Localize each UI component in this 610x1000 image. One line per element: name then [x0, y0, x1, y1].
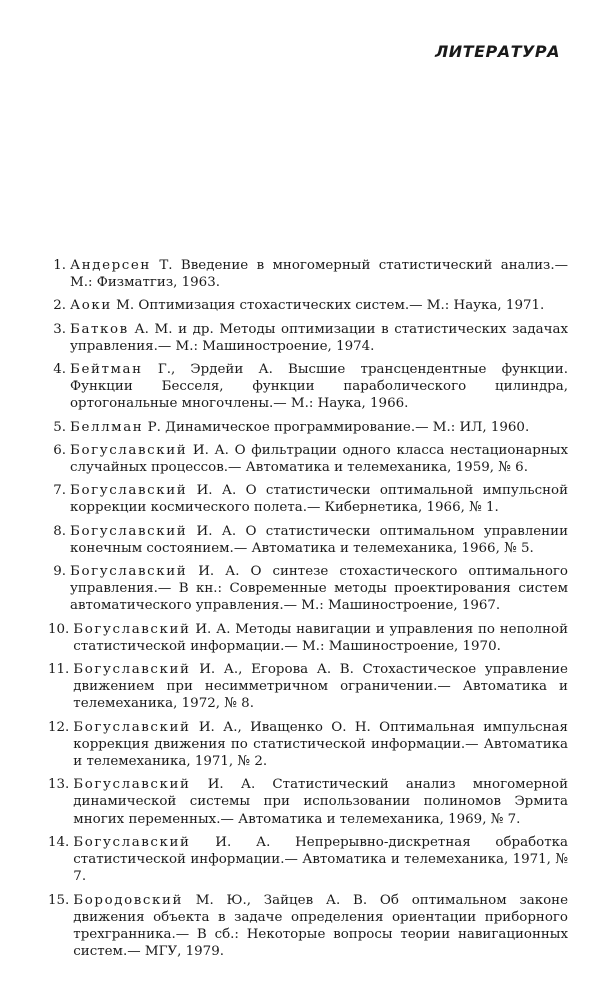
reference-item: [48, 523, 568, 557]
page-title: ЛИТЕРАТУРА: [435, 42, 560, 61]
reference-number: 8.: [53, 523, 66, 539]
reference-number: 10.: [48, 621, 70, 637]
reference-item: [48, 892, 568, 961]
reference-body: [70, 361, 568, 413]
reference-item: [48, 661, 568, 713]
reference-text: Г., Эрдейи А. Высшие трансцендентные функции. Функции Бесселя, функции параболического цилиндра, ортогональные многочлены.— М.: Наука, 1966.: [70, 362, 568, 412]
reference-text: И. А. Методы навигации и управления по неполной статистической информации.— М.: Машиностроение, 1970.: [73, 621, 568, 654]
reference-body: [73, 834, 568, 886]
reference-body: [73, 776, 568, 828]
reference-author: Богуславский: [73, 777, 191, 793]
reference-number: 9.: [53, 564, 66, 580]
reference-number: 4.: [53, 362, 66, 378]
reference-body: [73, 621, 568, 655]
reference-text: И. А., Иващенко О. Н. Оптимальная импульсная коррекция движения по статистической информации.— Автоматика и телемеханика, 1971, № 2.: [73, 719, 568, 770]
reference-text: Т. Введение в многомерный статистический анализ.— М.: Физматгиз, 1963.: [70, 258, 568, 291]
reference-item: [48, 621, 568, 655]
reference-body: [70, 482, 568, 516]
reference-number: 7.: [53, 483, 66, 499]
reference-item: [48, 257, 568, 291]
reference-item: [48, 321, 568, 355]
reference-author: Богуславский: [73, 834, 191, 850]
reference-number: 6.: [53, 442, 66, 458]
reference-text: И. А. О статистически оптимальном управлении конечным состоянием.— Автоматика и телемеханика, 1966, № 5.: [70, 523, 568, 556]
reference-number: 1.: [53, 258, 66, 273]
reference-text: И. А. О фильтрации одного класса нестационарных случайных процессов.— Автоматика и телемеханика, 1959, № 6.: [70, 442, 568, 476]
reference-body: [70, 523, 568, 557]
reference-text: И. А. О статистически оптимальной импульсной коррекции космического полета.— Кибернетика, 1966, № 1.: [70, 483, 568, 516]
reference-author: Богуславский: [73, 621, 191, 637]
reference-text: И. А. Статистический анализ многомерной динамической системы при использовании полиномов Эрмита многих переменных.— Автоматика и телемеханика, 1969, № 7.: [73, 777, 568, 827]
reference-number: 11.: [48, 662, 70, 678]
reference-author: Богуславский: [70, 442, 188, 458]
reference-body: [70, 297, 568, 314]
reference-author: Богуславский: [73, 662, 191, 678]
reference-body: [70, 419, 568, 436]
reference-item: [48, 442, 568, 476]
reference-item: [48, 482, 568, 516]
reference-body: [70, 257, 568, 291]
reference-text: Р. Динамическое программирование.— М.: ИЛ, 1960.: [143, 419, 530, 435]
reference-author: Богуславский: [70, 483, 188, 499]
reference-body: [70, 563, 568, 615]
reference-author: Бородовский: [73, 892, 183, 908]
reference-body: [73, 719, 568, 771]
reference-author: Батков: [70, 321, 129, 337]
reference-item: [48, 419, 568, 436]
reference-number: 15.: [48, 892, 70, 908]
reference-author: Бейтман: [70, 362, 143, 378]
reference-text: И. А. О синтезе стохастического оптимального управления.— В кн.: Современные методы проектирования систем автоматического управления.— М.: Машиностроение, 1967.: [70, 564, 568, 614]
reference-number: 13.: [48, 777, 70, 793]
reference-text: М. Ю., Зайцев А. В. Об оптимальном законе движения объекта в задаче определения ориентации приборного трехгранника.— В сб.: Некоторые вопросы теории навигационных систем.— МГУ, 1979.: [73, 892, 568, 960]
reference-number: 12.: [48, 719, 70, 735]
reference-text: И. А. Непрерывно-дискретная обработка статистической информации.— Автоматика и телемеханика, 1971, № 7.: [73, 834, 568, 885]
reference-body: [73, 661, 568, 713]
reference-body: [70, 321, 568, 355]
reference-body: [70, 442, 568, 476]
reference-number: 3.: [53, 321, 66, 337]
reference-text: М. Оптимизация стохастических систем.— М.: Наука, 1971.: [111, 298, 545, 314]
reference-text: А. М. и др. Методы оптимизации в статистических задачах управления.— М.: Машиностроение, 1974.: [70, 321, 568, 354]
reference-author: Андерсен: [70, 258, 151, 273]
reference-author: Аоки: [70, 298, 112, 314]
reference-item: [48, 563, 568, 615]
reference-item: [48, 297, 568, 314]
reference-item: [48, 361, 568, 413]
reference-text: И. А., Егорова А. В. Стохастическое управление движением при несимметричном ограничении.— Автоматика и телемеханика, 1972, № 8.: [73, 662, 568, 712]
reference-list: [48, 257, 568, 966]
reference-number: 5.: [53, 419, 66, 435]
reference-author: Богуславский: [73, 719, 191, 735]
reference-number: 14.: [48, 834, 70, 850]
reference-item: [48, 834, 568, 886]
reference-author: Беллман: [70, 419, 144, 435]
reference-author: Богуславский: [70, 523, 188, 539]
reference-number: 2.: [53, 298, 66, 314]
reference-body: [73, 892, 568, 961]
reference-item: [48, 719, 568, 771]
reference-item: [48, 776, 568, 828]
reference-author: Богуславский: [70, 564, 188, 580]
